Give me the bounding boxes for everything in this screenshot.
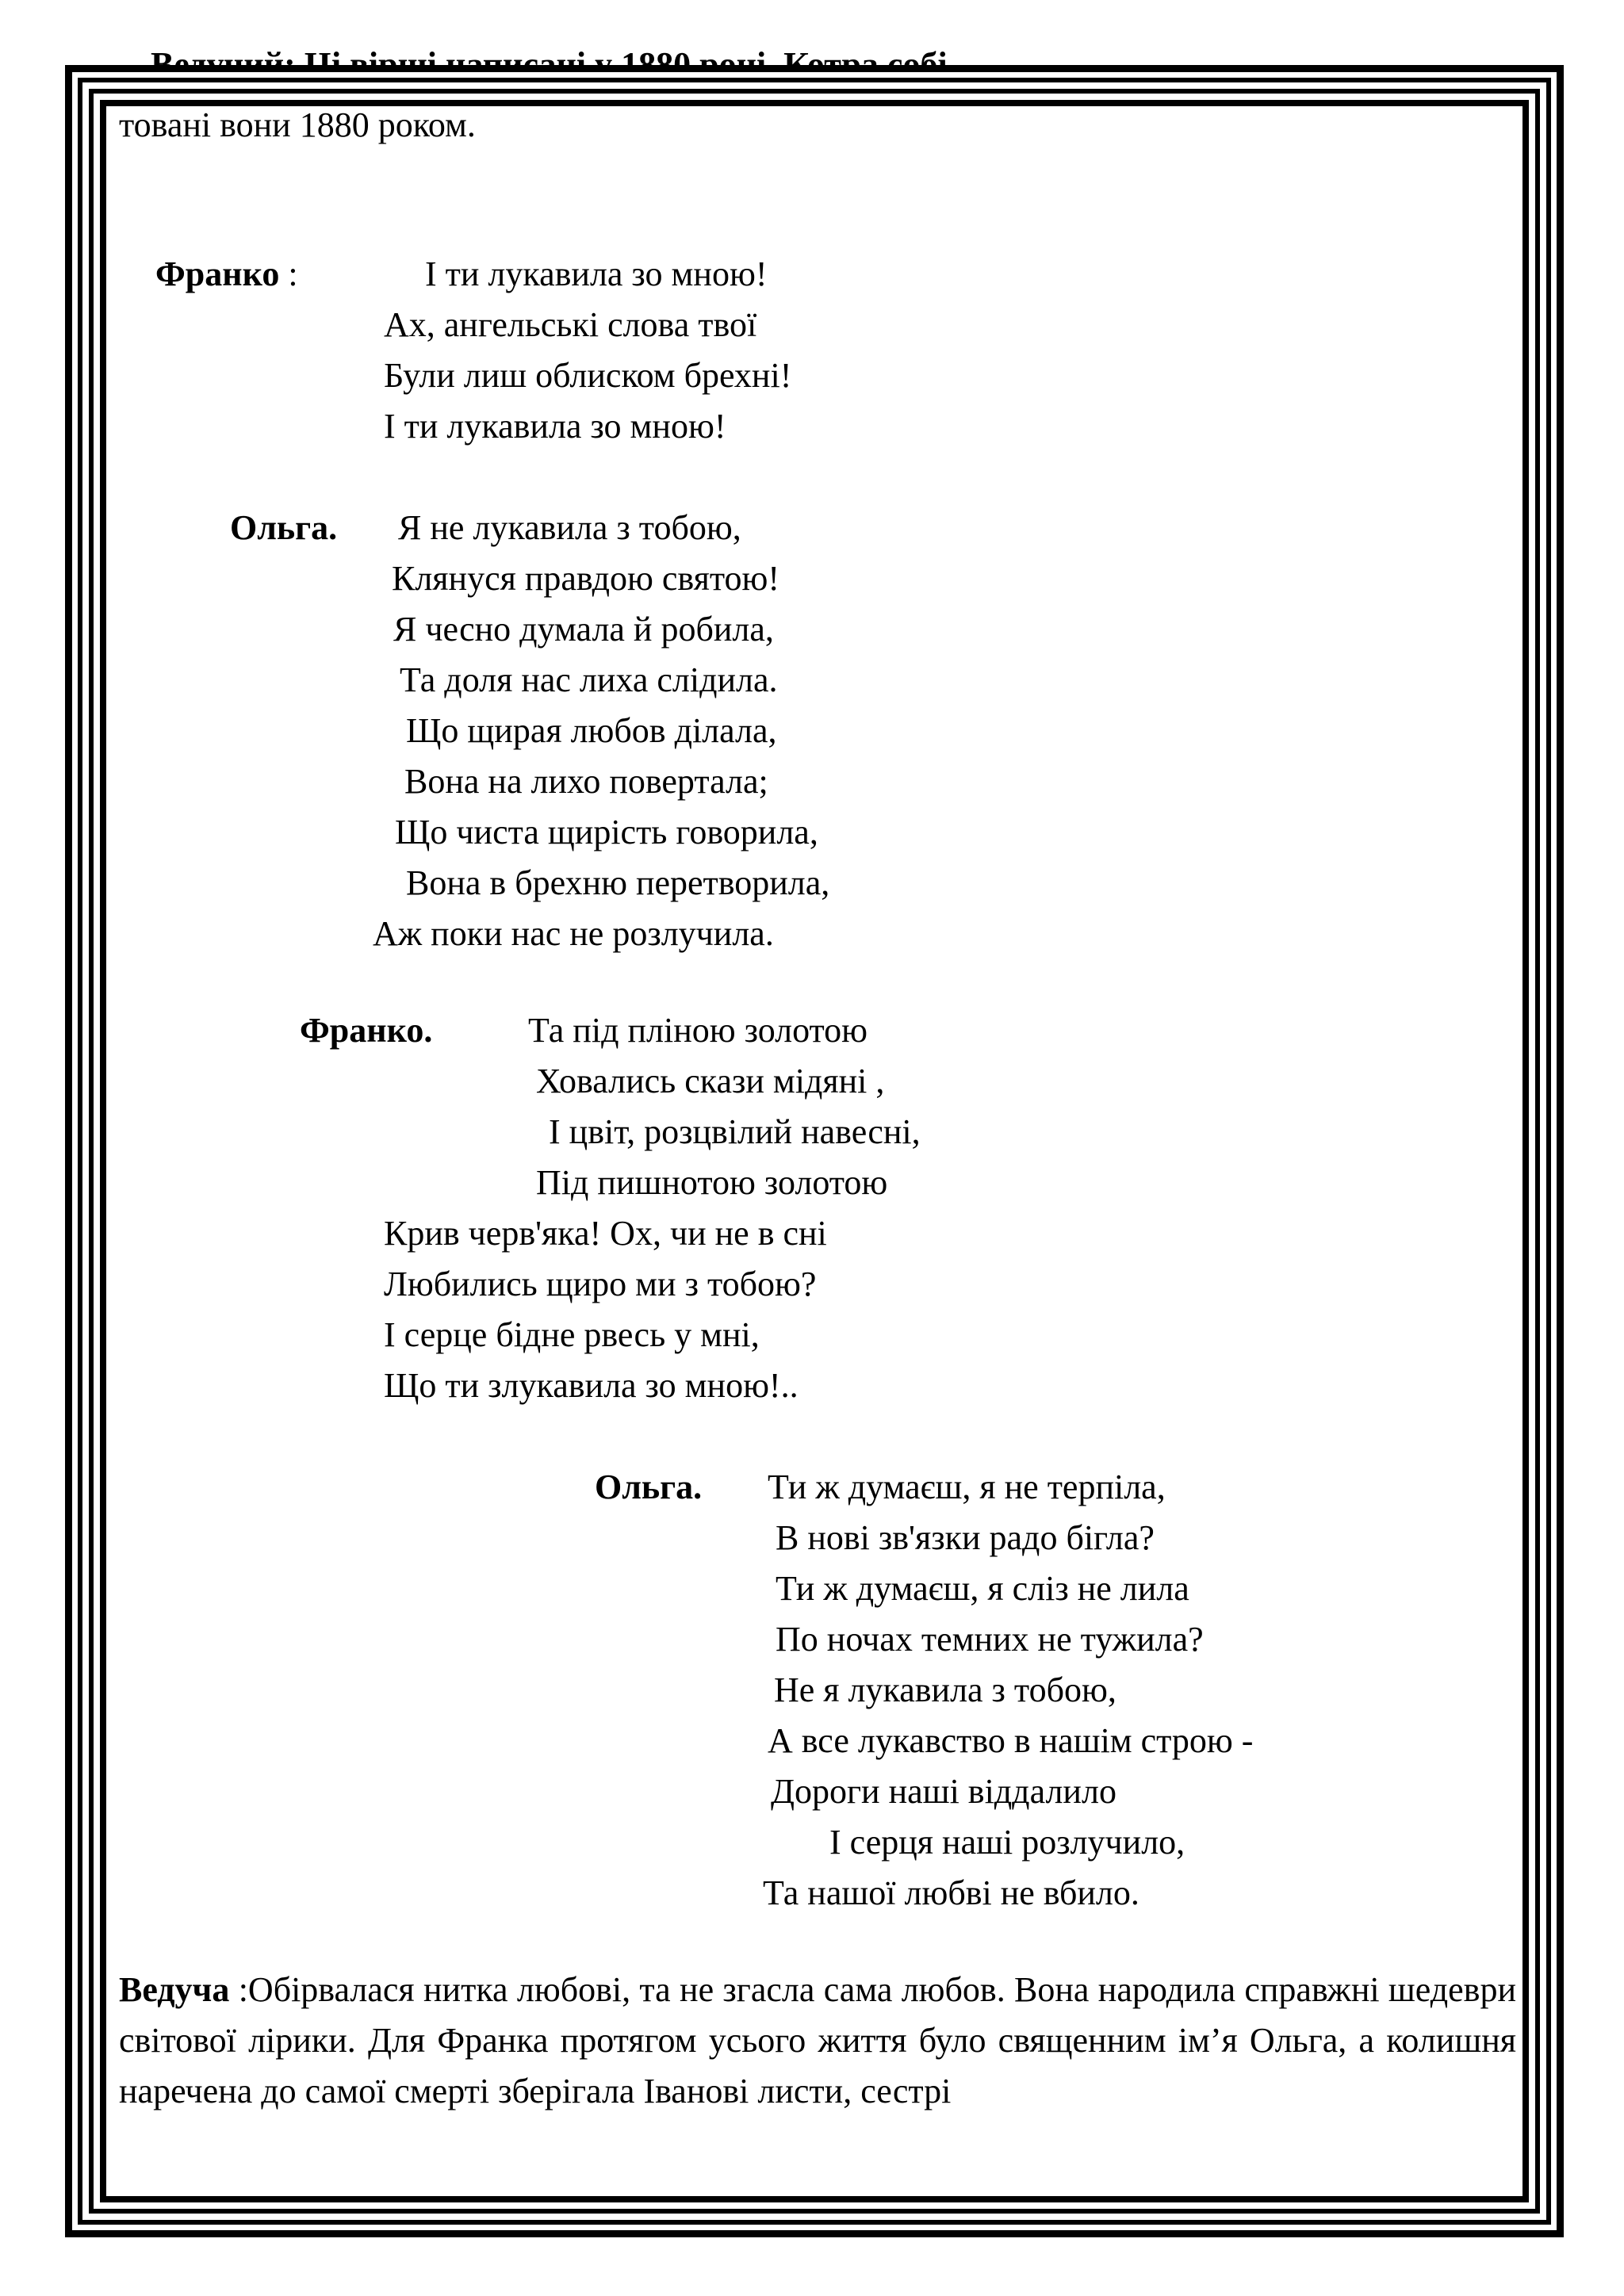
verse-line: Ти ж думаєш, я не терпіла,	[768, 1468, 1166, 1506]
closing-text: :Обірвалася нитка любові, та не згасла сама любов. Вона народила справжні шедеври світової лірики. Для Франка протягом усього життя було священним ім’я Ольга, а колишня наречена до самої смерті зберігала Іванові листи, сестрі	[119, 1970, 1516, 2110]
verse-line: Ховались скази мідяні ,	[536, 1062, 885, 1100]
verse-line: Та під пліною золотою	[528, 1011, 868, 1050]
verse-line: Ах, ангельські слова твої	[384, 305, 757, 344]
verse-line: Що чиста щирість говорила,	[395, 813, 818, 851]
verse-line: Вона в брехню перетворила,	[406, 863, 830, 902]
verse-line: Я чесно думала й робила,	[393, 610, 774, 649]
speaker-suffix: :	[279, 254, 298, 293]
verse-line: Що щирая любов ділала,	[406, 711, 777, 750]
verse-line: Були лиш облиском брехні!	[384, 356, 792, 395]
verse-line: Та доля нас лиха слідила.	[400, 660, 778, 699]
verse-line: Вона на лихо повертала;	[404, 762, 768, 801]
verse-line: В нові зв'язки радо бігла?	[776, 1518, 1155, 1557]
verse-line: І цвіт, розцвілий навесні,	[549, 1112, 921, 1151]
verse-line: І ти лукавила зо мною!	[425, 254, 768, 293]
verse-line: Ти ж думаєш, я сліз не лила	[776, 1569, 1189, 1608]
closing-paragraph	[119, 1965, 1516, 2117]
verse-line: По ночах темних не тужила?	[776, 1620, 1204, 1659]
speaker-name: Ольга.	[595, 1468, 703, 1506]
verse-line: Дороги наші віддалило	[771, 1772, 1116, 1811]
verse-line: І серце бідне рвесь у мні,	[384, 1315, 760, 1354]
verse-line: Клянуся правдою святою!	[392, 559, 780, 598]
verse-line: Аж поки нас не розлучила.	[373, 914, 774, 953]
speaker-name: Франко.	[300, 1011, 433, 1050]
intro-text-tail: товані вони 1880 роком.	[119, 105, 476, 144]
speaker-name: Ольга.	[230, 508, 338, 547]
verse-line: Крив черв'яка! Ох, чи не в сні	[384, 1214, 827, 1253]
verse-line: Я не лукавила з тобою,	[398, 508, 741, 547]
verse-line: А все лукавство в нашім строю -	[768, 1721, 1254, 1760]
verse-line: Не я лукавила з тобою,	[774, 1670, 1116, 1709]
verse-line: Під пишнотою золотою	[536, 1163, 888, 1202]
verse-line: Любились щиро ми з тобою?	[384, 1265, 817, 1303]
speaker-name: Франко	[155, 254, 280, 293]
verse-line: І серця наші розлучило,	[829, 1823, 1185, 1862]
closing-speaker: Ведуча	[119, 1970, 230, 2009]
speaker-label	[155, 251, 298, 298]
verse-line: Та нашої любві не вбило.	[763, 1873, 1139, 1912]
verse-line: Що ти злукавила зо мною!..	[384, 1366, 799, 1405]
verse-line: І ти лукавила зо мною!	[384, 407, 726, 446]
